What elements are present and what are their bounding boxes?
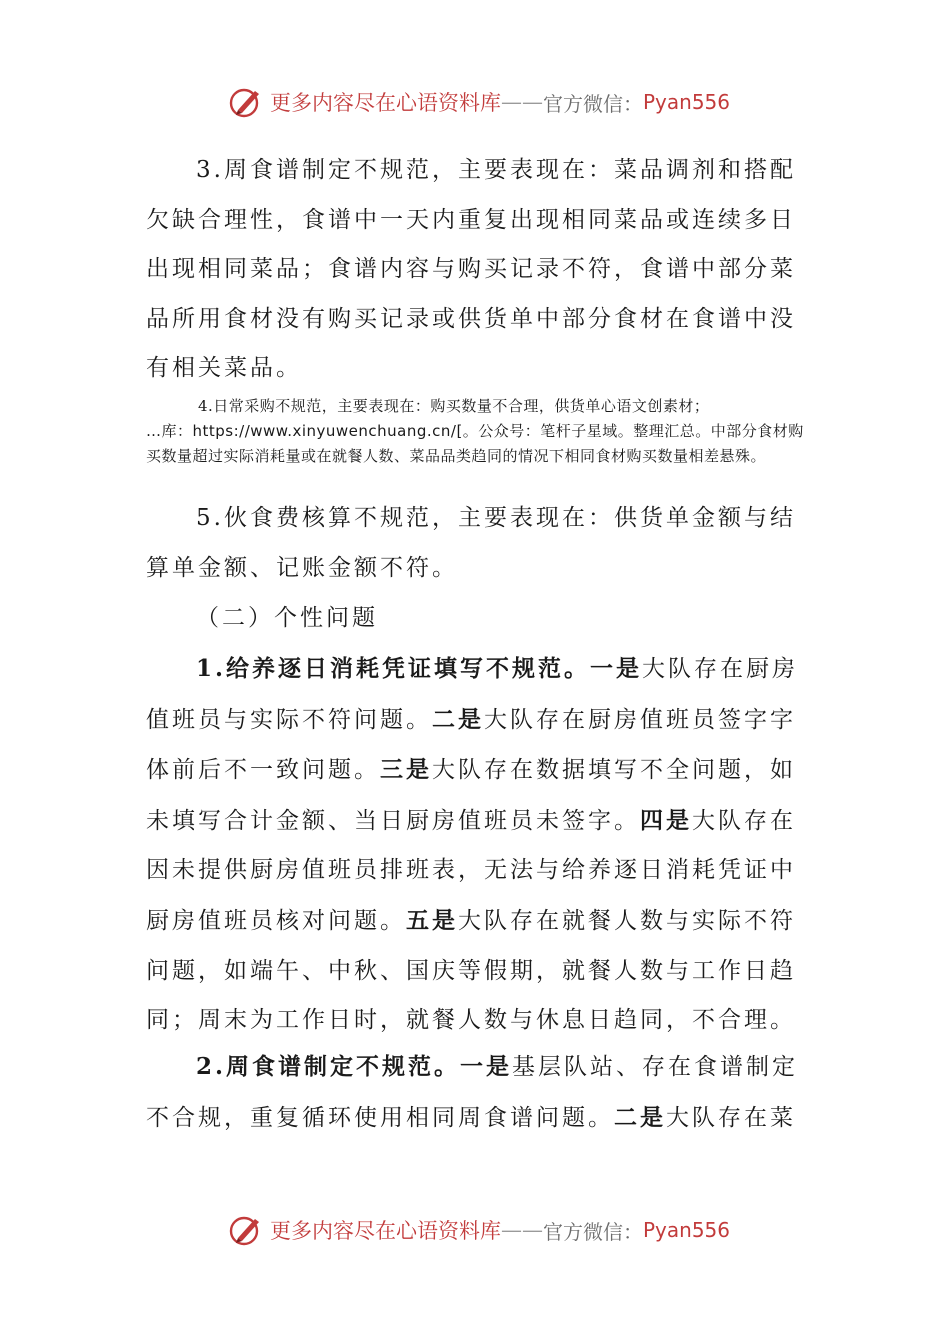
issue-1-key-3: 三是	[380, 756, 432, 784]
issue-2-title: 2.周食谱制定不规范。	[196, 1053, 461, 1080]
issue-1-text-1: 大队存在厨房值班员与实际不符问题。	[146, 656, 799, 733]
paragraph-5	[146, 494, 806, 593]
issue-1	[146, 644, 806, 1046]
paragraph-4-text-b: …库：https://www.xinyuwenchuang.cn/[。公众号：笔杆子星域。整理汇总。中部分食材购买数量超过实际消耗量或在就餐人数、菜品品类趋同的情况下相同食材购买数量相差悬殊。	[146, 422, 804, 465]
paragraph-4	[146, 394, 814, 469]
issue-2-key-1: 一是	[460, 1053, 513, 1080]
section-heading	[146, 594, 806, 644]
banner-dash: ——	[501, 90, 543, 114]
issue-1-key-1: 一是	[590, 655, 643, 682]
issue-1-title: 1.给养逐日消耗凭证填写不规范。	[196, 655, 591, 682]
banner-dash: ——	[501, 1218, 543, 1242]
pen-logo-icon	[228, 84, 264, 120]
issue-1-key-2: 二是	[432, 705, 484, 733]
issue-1-text-3: 大队存在数据填写不全问题，如未填写合计金额、当日厨房值班员未签字。	[146, 757, 796, 834]
footer-banner	[228, 1210, 730, 1250]
paragraph-3	[146, 146, 806, 394]
paragraph-4-text-a: 4.日常采购不规范，主要表现在：购买数量不合理，供货单心语文创素材；	[198, 397, 710, 415]
issue-2-key-2: 二是	[614, 1103, 666, 1131]
banner-wechat-id: Pyan556	[643, 90, 731, 114]
header-banner	[228, 82, 730, 122]
issue-1-text-5: 大队存在就餐人数与实际不符问题，如端午、中秋、国庆等假期，就餐人数与工作日趋同；周末为工作日时，就餐人数与休息日趋同，不合理。	[146, 907, 796, 1034]
banner-brand: 更多内容尽在心语资料库	[270, 91, 501, 115]
issue-2	[146, 1042, 806, 1143]
banner-wechat-id: Pyan556	[643, 1218, 731, 1242]
issue-1-text-2: 大队存在厨房值班员签字字体前后不一致问题。	[146, 706, 796, 784]
banner-brand: 更多内容尽在心语资料库	[270, 1219, 501, 1243]
banner-official: 官方微信：	[543, 1219, 643, 1244]
issue-1-key-5: 五是	[406, 906, 458, 934]
issue-2-text-1: 基层队站、存在食谱制定不合规，重复循环使用相同周食谱问题。	[146, 1054, 799, 1131]
banner-official: 官方微信：	[543, 91, 643, 116]
paragraph-5-text: 5.伙食费核算不规范，主要表现在：供货单金额与结算单金额、记账金额不符。	[146, 505, 796, 581]
issue-2-text-2: 大队存在菜	[666, 1104, 796, 1131]
pen-logo-icon	[228, 1212, 264, 1248]
paragraph-3-text: 3.周食谱制定不规范，主要表现在：菜品调剂和搭配欠缺合理性，食谱中一天内重复出现相同菜品或连续多日出现相同菜品；食谱内容与购买记录不符，食谱中部分菜品所用食材没有购买记录或供货单中部分食材在食谱中没有相关菜品。	[146, 157, 796, 382]
issue-1-text-4: 大队存在因未提供厨房值班员排班表，无法与给养逐日消耗凭证中厨房值班员核对问题。	[146, 807, 796, 934]
issue-1-key-4: 四是	[640, 806, 692, 834]
section-heading-text: （二）个性问题	[196, 605, 378, 631]
